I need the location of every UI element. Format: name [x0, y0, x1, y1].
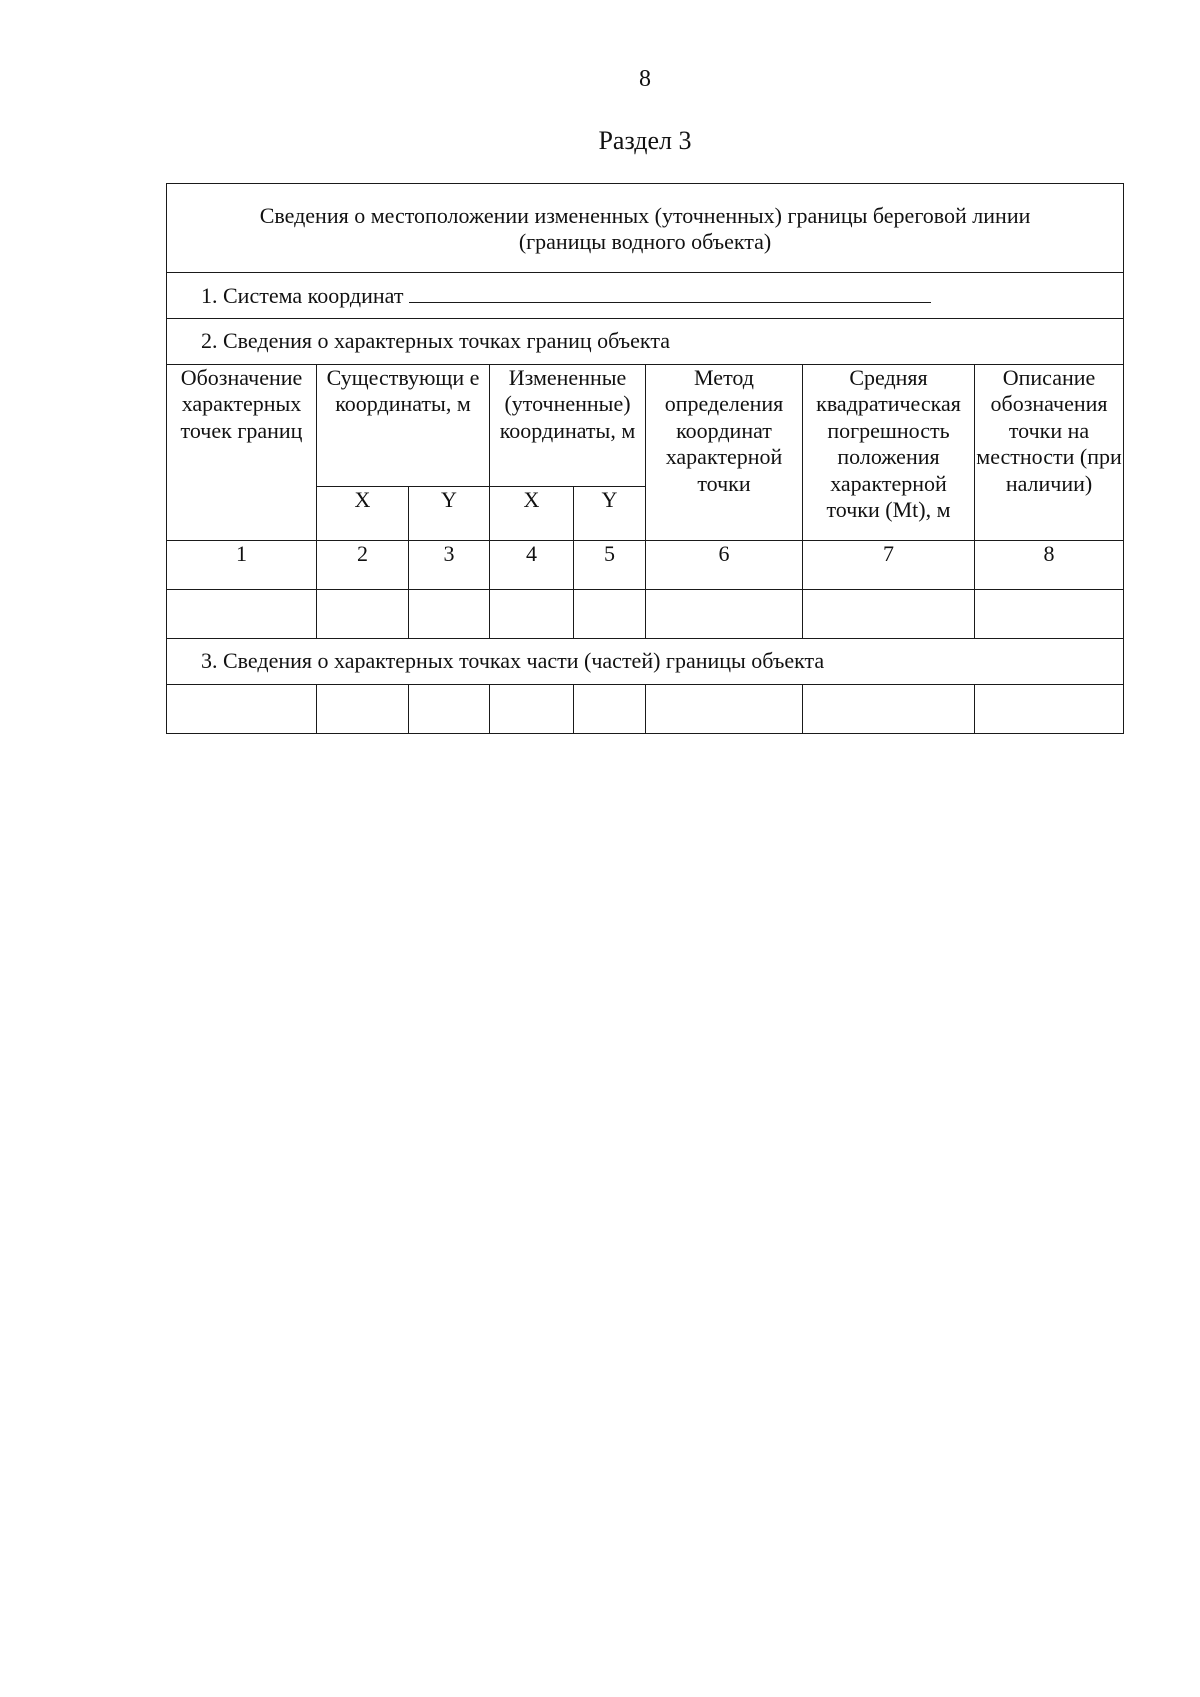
- empty-cell[interactable]: [803, 590, 975, 639]
- section-title: Раздел 3: [598, 126, 692, 155]
- header-point-designation: Обозначение характерных точек границ: [167, 365, 317, 541]
- column-number: 3: [409, 541, 490, 590]
- empty-cell[interactable]: [975, 685, 1124, 734]
- characteristic-points-label: 2. Сведения о характерных точках границ объекта: [201, 328, 670, 354]
- empty-cell[interactable]: [803, 685, 975, 734]
- column-number: 8: [975, 541, 1124, 590]
- empty-cell[interactable]: [490, 590, 574, 639]
- header-changed-y: Y: [574, 487, 646, 541]
- column-number: 4: [490, 541, 574, 590]
- coordinate-system-row: [167, 273, 1124, 319]
- header-method: Метод определения координат характерной точки: [646, 365, 803, 541]
- header-existing-y: Y: [409, 487, 490, 541]
- empty-cell[interactable]: [167, 685, 317, 734]
- column-number: 1: [167, 541, 317, 590]
- table-row: [167, 590, 1124, 639]
- table-caption: [167, 184, 1124, 273]
- part-points-label: 3. Сведения о характерных точках части (частей) границы объекта: [201, 648, 825, 674]
- table-caption-line-1: Сведения о местоположении измененных (уточненных) границы береговой линии: [259, 202, 1031, 228]
- empty-cell[interactable]: [574, 685, 646, 734]
- header-point-description: Описание обозначения точки на местности (при наличии): [975, 365, 1124, 541]
- column-number: 2: [317, 541, 409, 590]
- part-points-row: [167, 639, 1124, 685]
- boundary-points-table: [166, 183, 1124, 734]
- column-number: 7: [803, 541, 975, 590]
- coordinate-system-label: 1. Система координат: [201, 282, 404, 308]
- header-existing-coordinates: Существующи е координаты, м: [317, 365, 490, 487]
- empty-cell[interactable]: [317, 685, 409, 734]
- empty-cell[interactable]: [409, 685, 490, 734]
- column-number: 6: [646, 541, 803, 590]
- empty-cell[interactable]: [409, 590, 490, 639]
- empty-cell[interactable]: [317, 590, 409, 639]
- empty-cell[interactable]: [167, 590, 317, 639]
- header-mean-square-error: Средняя квадратическая погрешность положения характерной точки (Mt), м: [803, 365, 975, 541]
- characteristic-points-row: [167, 319, 1124, 365]
- header-changed-x: X: [490, 487, 574, 541]
- page-number: 8: [639, 66, 651, 92]
- coordinate-system-blank-line: [409, 282, 931, 303]
- empty-cell[interactable]: [975, 590, 1124, 639]
- table-caption-line-2: (границы водного объекта): [518, 229, 772, 254]
- header-existing-x: X: [317, 487, 409, 541]
- empty-cell[interactable]: [574, 590, 646, 639]
- table-row: [167, 685, 1124, 734]
- empty-cell[interactable]: [646, 590, 803, 639]
- header-changed-coordinates: Измененные (уточненные) координаты, м: [490, 365, 646, 487]
- empty-cell[interactable]: [646, 685, 803, 734]
- empty-cell[interactable]: [490, 685, 574, 734]
- column-number: 5: [574, 541, 646, 590]
